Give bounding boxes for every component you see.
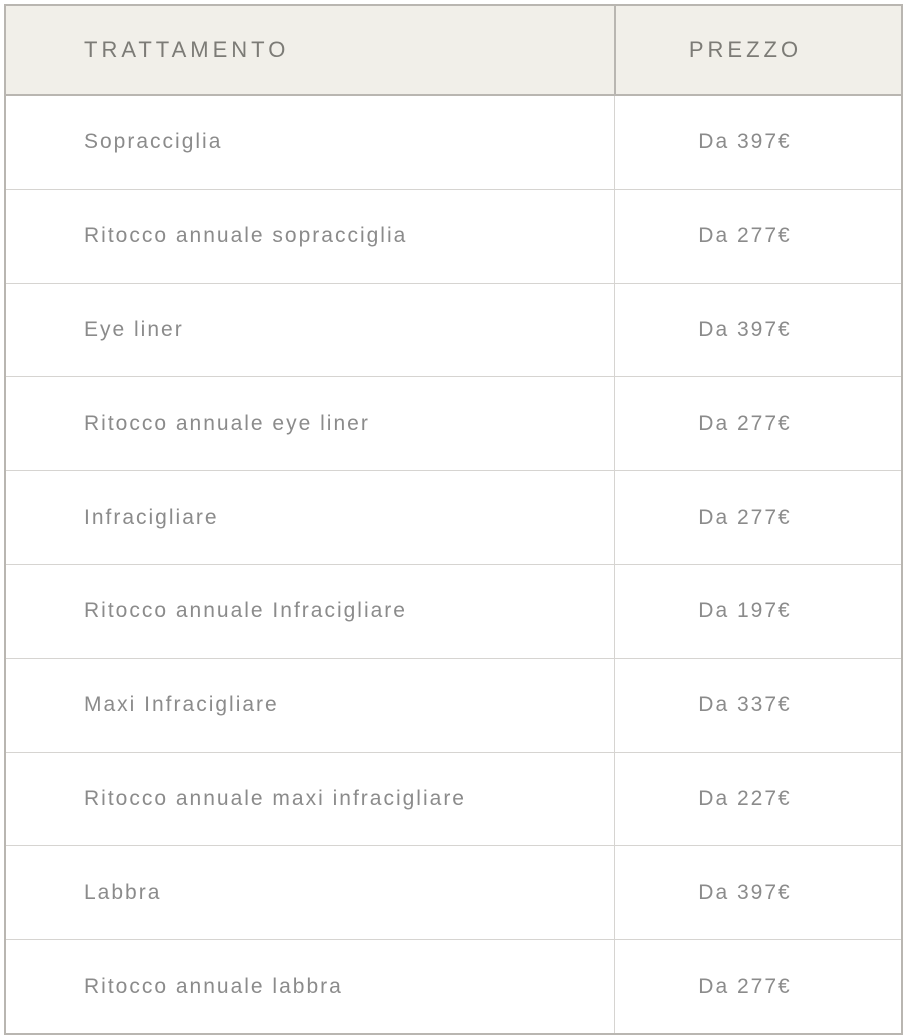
treatment-cell: Maxi Infracigliare xyxy=(84,693,279,717)
table-row xyxy=(6,564,901,658)
treatment-cell: Ritocco annuale labbra xyxy=(84,974,343,998)
price-cell: Da 277€ xyxy=(614,940,901,1033)
table-row xyxy=(6,845,901,939)
price-cell: Da 277€ xyxy=(614,190,901,283)
table-row xyxy=(6,658,901,752)
column-header-treatment: TRATTAMENTO xyxy=(84,37,290,62)
price-cell: Da 197€ xyxy=(614,565,901,658)
table-row xyxy=(6,96,901,189)
treatment-cell: Ritocco annuale maxi infracigliare xyxy=(84,786,466,810)
treatment-cell: Ritocco annuale eye liner xyxy=(84,411,370,435)
pricing-table xyxy=(4,4,903,1035)
table-row xyxy=(6,376,901,470)
table-header-row xyxy=(6,6,901,96)
price-cell: Da 397€ xyxy=(614,284,901,377)
table-row xyxy=(6,939,901,1033)
treatment-cell: Infracigliare xyxy=(84,505,219,529)
price-cell: Da 337€ xyxy=(614,659,901,752)
treatment-cell: Labbra xyxy=(84,880,162,904)
price-cell: Da 277€ xyxy=(614,471,901,564)
price-cell: Da 227€ xyxy=(614,753,901,846)
table-row xyxy=(6,752,901,846)
table-body xyxy=(6,96,901,1033)
table-row xyxy=(6,470,901,564)
price-cell: Da 277€ xyxy=(614,377,901,470)
treatment-cell: Sopracciglia xyxy=(84,130,223,154)
price-cell: Da 397€ xyxy=(614,96,901,189)
column-header-price: PREZZO xyxy=(614,6,901,94)
treatment-cell: Ritocco annuale sopracciglia xyxy=(84,224,408,248)
table-row xyxy=(6,189,901,283)
table-row xyxy=(6,283,901,377)
price-cell: Da 397€ xyxy=(614,846,901,939)
treatment-cell: Eye liner xyxy=(84,317,184,341)
treatment-cell: Ritocco annuale Infracigliare xyxy=(84,599,407,623)
